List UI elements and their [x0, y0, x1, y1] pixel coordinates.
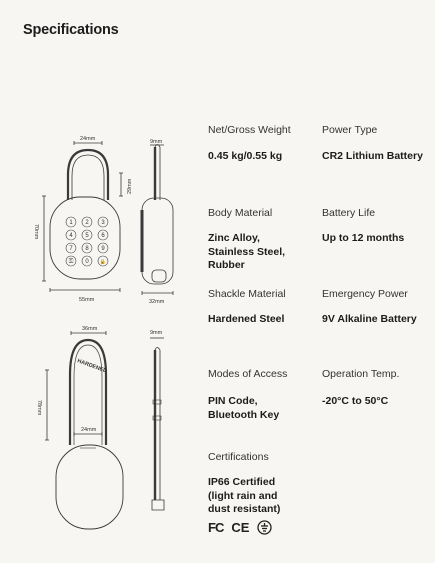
key-7: 7 [69, 246, 73, 252]
spec-value-battery-life: Up to 12 months [322, 232, 405, 244]
spec-value-access-modes: PIN Code, Bluetooth Key [208, 395, 280, 421]
dim-long-inner: 24mm [81, 427, 97, 433]
key-key-icon: ⚿ [68, 259, 74, 265]
dim-side-top: 9mm [150, 139, 163, 145]
spec-label-power-type: Power Type [322, 124, 378, 136]
key-lock-icon: 🔒 [99, 259, 107, 265]
spec-value-shackle-material: Hardened Steel [208, 313, 285, 325]
engraving-text: HARDENED [76, 358, 108, 375]
spec-label-operation-temp: Operation Temp. [322, 368, 400, 380]
spec-label-certifications: Certifications [208, 451, 269, 463]
dim-long-side-top: 9mm [150, 330, 163, 336]
dim-long-height: 78mm [36, 400, 42, 416]
key-5: 5 [85, 233, 89, 239]
key-0: 0 [85, 259, 89, 265]
key-9: 9 [101, 246, 105, 252]
spec-label-shackle-material: Shackle Material [208, 288, 286, 300]
dim-long-top: 36mm [82, 326, 98, 332]
dim-shackle-height: 29mm [127, 178, 133, 194]
spec-label-weight: Net/Gross Weight [208, 124, 291, 136]
key-2: 2 [85, 220, 89, 226]
key-4: 4 [69, 233, 73, 239]
dim-front-top: 24mm [80, 136, 96, 142]
key-8: 8 [85, 246, 89, 252]
spec-label-access-modes: Modes of Access [208, 368, 288, 380]
page-title: Specifications [23, 22, 119, 38]
padlock-dimension-drawings [0, 0, 200, 563]
spec-value-emergency-power: 9V Alkaline Battery [322, 313, 417, 325]
side-body [142, 198, 173, 284]
long-body [56, 445, 123, 529]
spec-value-certifications: IP66 Certified (light rain and dust resistant) [208, 476, 281, 515]
spec-label-body-material: Body Material [208, 207, 273, 219]
ce-mark-icon: CE [231, 520, 250, 535]
spec-value-weight: 0.45 kg/0.55 kg [208, 150, 283, 162]
key-6: 6 [101, 233, 105, 239]
weee-recycle-icon [257, 520, 272, 535]
dim-body-width: 55mm [79, 297, 95, 303]
spec-value-body-material: Zinc Alloy, Stainless Steel, Rubber [208, 232, 286, 271]
spec-value-operation-temp: -20°C to 50°C [322, 395, 389, 407]
certification-marks [208, 520, 272, 535]
spec-label-emergency-power: Emergency Power [322, 288, 408, 300]
dim-side-depth: 32mm [149, 299, 165, 305]
dim-body-height: 70mm [33, 224, 39, 240]
key-3: 3 [101, 220, 105, 226]
spec-label-battery-life: Battery Life [322, 207, 376, 219]
spec-value-power-type: CR2 Lithium Battery [322, 150, 423, 162]
front-shackle [68, 150, 108, 200]
fc-mark-icon: FC [208, 520, 224, 535]
key-1: 1 [69, 220, 73, 226]
